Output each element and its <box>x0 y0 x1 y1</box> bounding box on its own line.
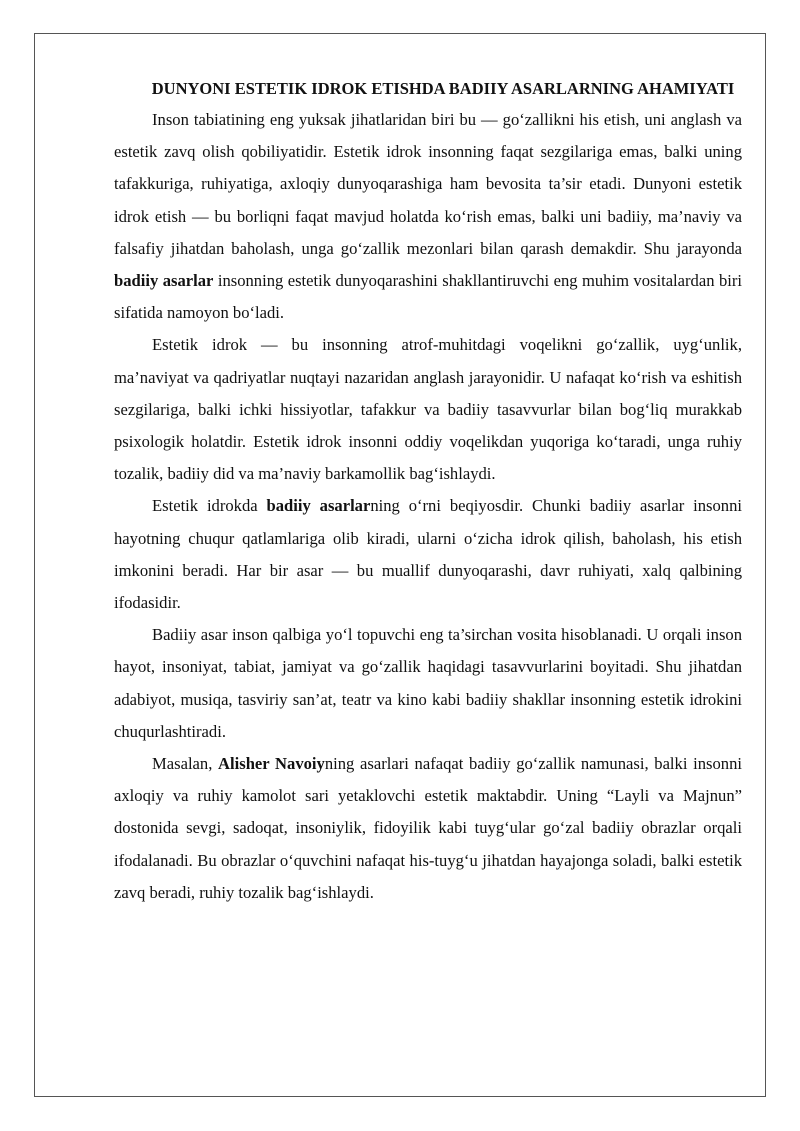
paragraph <box>114 619 742 748</box>
bold-term: badiiy asarlar <box>266 496 371 516</box>
paragraph-text: Badiiy asar inson qalbiga yo‘l topuvchi eng ta’sirchan vosita hisoblanadi. U orqali inson hayot, insoniyat, tabiat, jamiyat va go‘zallik haqidagi tasavvurlarini boyitadi. Shu jihatdan adabiyot, musiqa, tasviriy san’at, teatr va kino kabi badiiy shakllar insonning estetik idrokini chuqurlashtiradi. <box>114 625 742 741</box>
paragraph <box>114 490 742 619</box>
paragraph-text: Inson tabiatining eng yuksak jihatlaridan biri bu — go‘zallikni his etish, uni anglash va estetik zavq olish qobiliyatidir. Estetik idrok insonning faqat sezgilariga emas, balki uning tafakkuriga, ruhiyatiga, axloqiy dunyoqarashiga ham bevosita ta’sir etadi. Dunyoni estetik idrok etish — bu borliqni faqat mavjud holatda ko‘rish emas, balki uni badiiy, ma’naviy va falsafiy jihatdan baholash, unga go‘zallik mezonlari bilan qarash demakdir. Shu jarayonda <box>114 110 742 258</box>
document-title: DUNYONI ESTETIK IDROK ETISHDA BADIIY ASARLARNING AHAMIYATI <box>151 79 735 98</box>
paragraph <box>114 748 742 909</box>
paragraph-text: insonning estetik dunyoqarashini shakllantiruvchi eng muhim vositalardan biri sifatida namoyon bo‘ladi. <box>114 271 742 323</box>
paragraph <box>114 329 742 490</box>
paragraph-text: Masalan, <box>152 754 219 774</box>
paragraph-text: Estetik idrokda <box>152 496 267 516</box>
document-body <box>114 74 742 909</box>
bold-term: Alisher Navoiy <box>218 754 325 774</box>
paragraph <box>114 104 742 329</box>
paragraph-text: Estetik idrok — bu insonning atrof-muhitdagi voqelikni go‘zallik, uyg‘unlik, ma’naviyat va qadriyatlar nuqtayi nazaridan anglash jarayonidir. U nafaqat ko‘rish va eshitish sezgilariga, balki ichki hissiyotlar, tafakkur va badiiy tasavvurlar bilan bog‘liq murakkab psixologik holatdir. Estetik idrok insonni oddiy voqelikdan yuqoriga ko‘taradi, unga ruhiy tozalik, badiiy did va ma’naviy barkamollik bag‘ishlaydi. <box>114 335 742 484</box>
paragraph-text: ning o‘rni beqiyosdir. Chunki badiiy asarlar insonni hayotning chuqur qatlamlariga olib kiradi, ularni o‘zicha idrok qilish, baholash, his etish imkonini beradi. Har bir asar — bu muallif dunyoqarashi, davr ruhiyati, xalq qalbining ifodasidir. <box>114 496 743 613</box>
bold-term: badiiy asarlar <box>114 271 214 291</box>
paragraph-text: ning asarlari nafaqat badiiy go‘zallik namunasi, balki insonni axloqiy va ruhiy kamolot sari yetaklovchi estetik maktabdir. Uning “Layli va Majnun” dostonida sevgi, sadoqat, insoniylik, fidoyilik kabi tuyg‘ular go‘zal badiiy obrazlar orqali ifodalanadi. Bu obrazlar o‘quvchini nafaqat his-tuyg‘u jihatdan hayajonga soladi, balki estetik zavq beradi, ruhiy tozalik bag‘ishlaydi. <box>114 754 742 902</box>
